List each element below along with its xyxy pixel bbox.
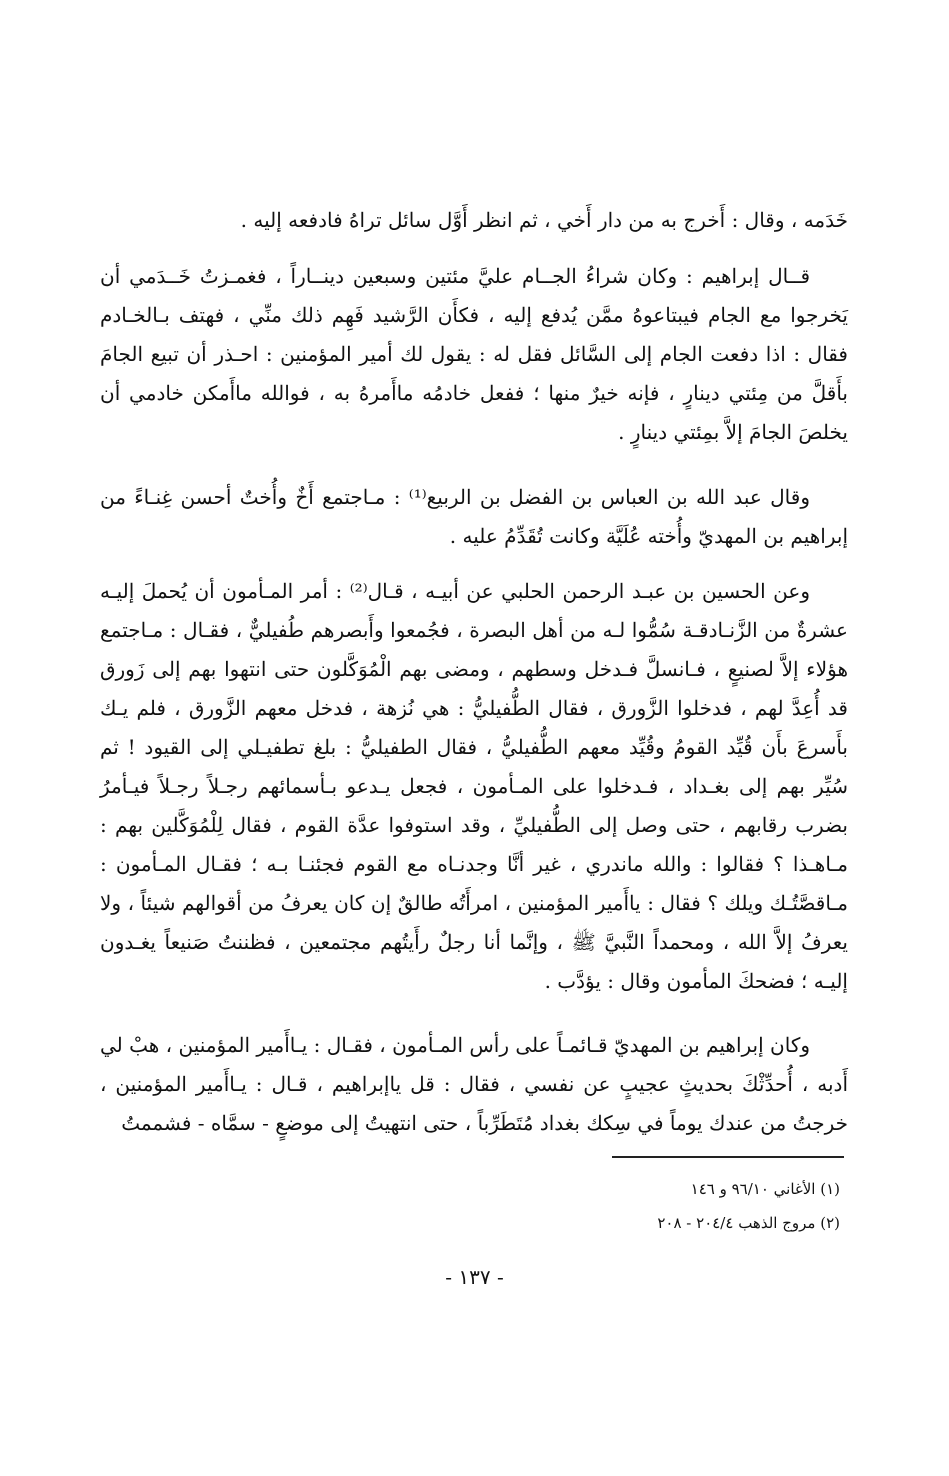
paragraph-text: وكان إبراهيم بن المهديّ قـائمـاً على رأس المـأمون ، فقـال : يـاأَمير المؤمنين ، هبْ لي أَدبه ، أُحدِّثْكَ بحديثٍ عجيبٍ عن نفسي ، فقال : قل ياإبراهيم ، قـال : يـاأَمير المؤمنين ، خرجتُ من عندك يوماً في سِكك بغداد مُتَطَرِّباً ، حتى انتهيتُ إلى موضعٍ - سمَّاه - فشممتُ (100, 1033, 848, 1135)
paragraph-5 (100, 1026, 848, 1143)
paragraph-2 (100, 257, 848, 452)
paragraph-1 (100, 201, 848, 240)
paragraph-text: وقال عبد الله بن العباس بن الفضل بن الربيع⁽¹⁾ : مـاجتمع أَخٌ وأُختٌ أحسن غِنـاءً من إبراهيم بن المهديّ وأُخته عُلَيَّة وكانت تُقَدِّمُ عليه . (100, 485, 848, 548)
footnotes (420, 1172, 840, 1240)
paragraph-4 (100, 572, 848, 1001)
paragraph-text: قــال إبراهيم : وكان شراءُ الجــام عليَّ مئتين وسبعين دينــاراً ، فغمـزتُ خَــدَمي أن يَخرجوا مع الجام فيبتاعوهُ ممَّن يُدفع إليه ، فكأَن الرَّشيد فَهِم ذلك منِّي ، فهتف بـالخـادم فقال : اذا دفعت الجام إلى السَّائل فقل له : يقول لك أمير المؤمنين : احـذر أن تبيع الجامَ بأَقلَّ من مِئتي دينارٍ ، فإنه خيرٌ منها ؛ ففعل خادمُه ماأَمرهُ به ، فوالله ماأَمكن خادمي أن يخلصَ الجامَ إلاَّ بمِئتي دينارٍ . (100, 264, 848, 444)
footnote-separator (612, 1156, 844, 1158)
paragraph-text: وعن الحسين بن عبـد الرحمن الحلبي عن أبيـه ، قـال⁽²⁾ : أمر المـأمون أن يُحملَ إليـه عشرةٌ من الزَّنـادقـة سُمُّوا لـه من أهل البصرة ، فجُمعوا وأَبصرهم طُفيليٌّ ، فقـال : مـاجتمع هؤلاء إلاَّ لصنيعٍ ، فـانسلَّ فـدخل وسطهم ، ومضى بهم الْمُوَكَّلون حتى انتهوا بهم إلى زَورق قد أُعِدَّ لهم ، فدخلوا الزَّورق ، فقال الطُّفيليُّ : هي نُزهة ، فدخل معهم الزَّورق ، فلم يـك بأَسرعَ بأَن قُيِّد القومُ وقُيِّد معهم الطُّفيليُّ ، فقال الطفيليُّ : بلغ تطفيـلي إلى القيود ! ثم سُيِّر بهم إلى بغـداد ، فـدخلوا على المـأمون ، فجعل يـدعو بـأسمائهم رجـلاً رجـلاً فيـأمرُ بضرب رقابهم ، حتى وصل إلى الطُّفيليِّ ، وقد استوفوا عدَّة القوم ، فقال لِلْمُوَكَّلين بهم : مـاهـذا ؟ فقالوا : والله ماندري ، غير أنَّا وجدنـاه مع القوم فجئنـا بـه ؛ فقـال المـأمون : مـاقصَّتُـك ويلك ؟ فقال : ياأَمير المؤمنين ، امرأَتُه طالقٌ إن كان يعرفُ من أقوالهم شيئاً ، ولا يعرفُ إلاَّ الله ، ومحمداً النَّبيَّ ﷺ ، وإنَّما أنا رجلٌ رأَيتُهم مجتمعين ، فظننتُ صَنيعاً يغـدون إليـه ؛ فضحكَ المأمون وقال : يؤدَّب . (100, 579, 848, 993)
paragraph-text: خَدَمه ، وقال : أَخرج به من دار أَخي ، ثم انظر أَوَّل سائل تراهُ فادفعه إليه . (240, 208, 848, 232)
paragraph-3 (100, 478, 848, 556)
footnote-1: (١) الأغاني ٩٦/١٠ و ١٤٦ (690, 1180, 840, 1198)
footnote-2: (٢) مروج الذهب ٢٠٤/٤ - ٢٠٨ (657, 1214, 840, 1232)
page-number: - ١٣٧ - (445, 1265, 504, 1289)
